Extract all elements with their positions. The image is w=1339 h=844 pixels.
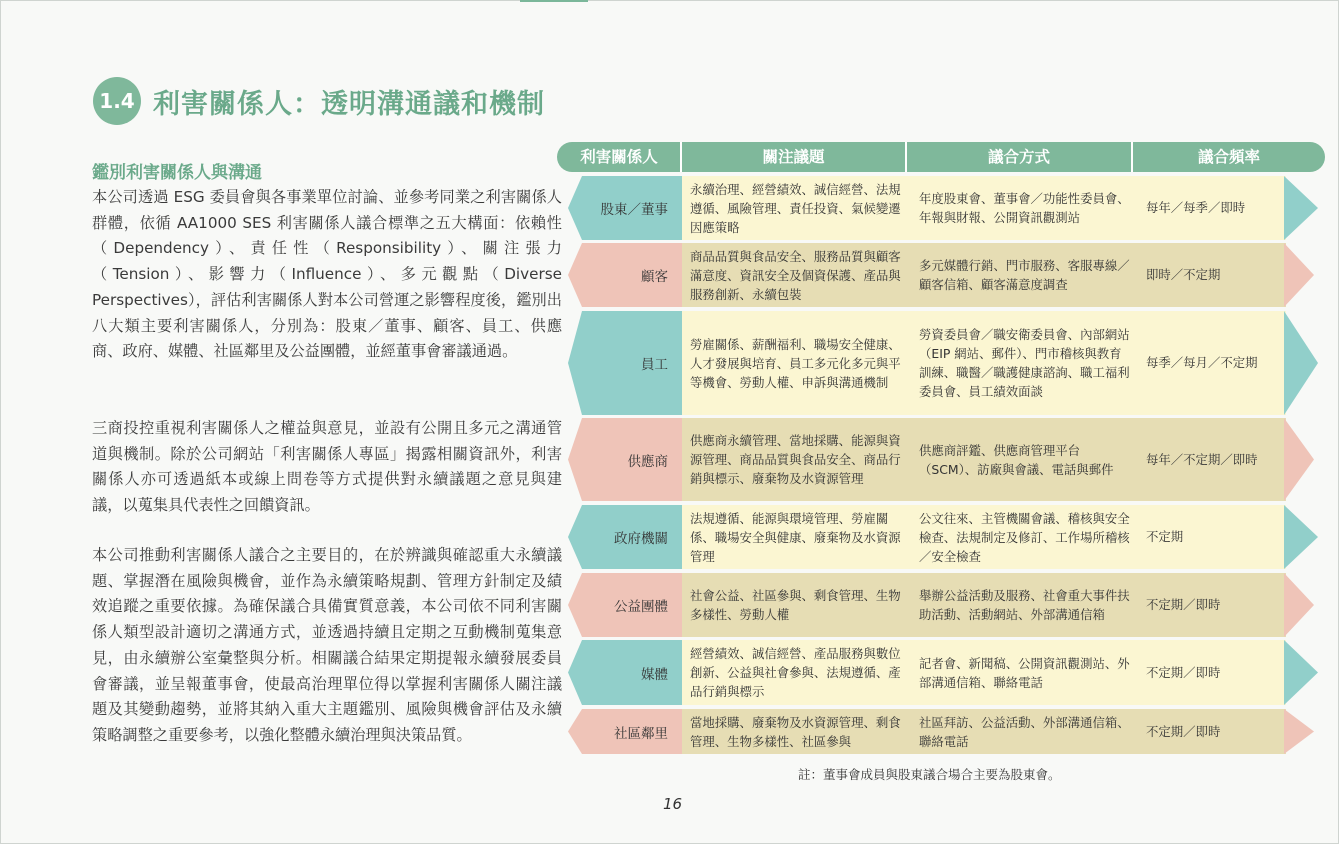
table-row [0, 573, 1339, 637]
arrow-right-icon [1284, 640, 1330, 705]
issues-cell: 勞雇關係、薪酬福利、職場安全健康、人才發展與培育、員工多元化多元與平等機會、勞動人權、申訴與溝通機制 [690, 336, 901, 390]
issues-cell: 供應商永續管理、當地採購、能源與資源管理、商品品質與食品安全、商品行銷與標示、廢棄物及水資源管理 [690, 433, 901, 486]
frequency-cell: 每年／每季／即時 [1146, 200, 1246, 215]
table-row [0, 709, 1339, 754]
issues-cell: 法規遵循、能源與環境管理、勞雇關係、職場安全與健康、廢棄物及水資源管理 [690, 510, 901, 564]
method-cell: 社區拜訪、公益活動、外部溝通信箱、聯絡電話 [919, 714, 1130, 749]
stakeholder-name: 供應商 [627, 453, 668, 470]
frequency-cell: 不定期／即時 [1146, 597, 1221, 612]
header-method: 議合方式 [987, 148, 1050, 166]
paragraph-3: 本公司推動利害關係人議合之主要目的，在於辨識與確認重大永續議題、掌握潛在風險與機會，並作為永續策略規劃、管理方針制定及績效追蹤之重要依據。為確保議合具備實質意義，本公司依不同利害關係人類型設計適切之溝通方式，並透過持續且定期之互動機制蒐集意見，由永續辦公室彙整與分析。相關議合結果定期提報永續發展委員會審議，並呈報董事會，使最高治理單位得以掌握利害關係人關注議題及其變動趨勢，並將其納入重大主題鑑別、風險與機會評估及永續策略調整之重要參考，以強化整體永續治理與決策品質。 [92, 546, 562, 744]
stakeholder-name: 社區鄰里 [614, 725, 668, 742]
method-cell: 勞資委員會／職安衛委員會、內部網站（EIP 網站、郵件）、門市稽核與教育訓練、職醫／職護健康諮詢、職工福利委員會、員工績效面談 [919, 327, 1130, 399]
table-row [0, 418, 1339, 501]
table-header [557, 142, 1325, 172]
stakeholder-label [568, 176, 682, 240]
stakeholder-label [568, 418, 682, 501]
frequency-cell: 不定期／即時 [1146, 664, 1221, 680]
header-frequency: 議合頻率 [1197, 148, 1260, 166]
stakeholder-label [568, 709, 682, 754]
stakeholder-name: 媒體 [641, 666, 668, 683]
method-cell: 多元媒體行銷、門市服務、客服專線／顧客信箱、顧客滿意度調查 [919, 258, 1130, 292]
stakeholder-label [568, 640, 682, 705]
section-number-badge: 1.4 [93, 77, 141, 125]
stakeholder-name: 公益團體 [614, 599, 668, 615]
arrow-right-icon [1284, 573, 1330, 637]
stakeholder-label [568, 311, 682, 415]
issues-cell: 永續治理、經營績效、誠信經營、法規遵循、風險管理、責任投資、氣候變遷因應策略 [690, 181, 901, 235]
arrow-right-icon [1284, 505, 1330, 569]
issues-cell: 社會公益、社區參與、剩食管理、生物多樣性、勞動人權 [690, 588, 901, 622]
arrow-right-icon [1284, 176, 1330, 240]
header-issues: 關注議題 [762, 148, 825, 166]
method-cell: 年度股東會、董事會／功能性委員會、年報與財報、公開資訊觀測站 [919, 191, 1130, 225]
frequency-cell: 每年／不定期／即時 [1146, 451, 1258, 467]
page-number: 16 [663, 795, 683, 813]
stakeholder-label [568, 243, 682, 307]
arrow-right-icon [1284, 709, 1330, 754]
stakeholder-label [568, 573, 682, 637]
issues-cell: 當地採購、廢棄物及水資源管理、剩食管理、生物多樣性、社區參與 [690, 714, 901, 749]
arrow-right-icon [1284, 418, 1330, 501]
table-row [0, 311, 1339, 415]
top-accent-line [520, 0, 588, 2]
paragraph-1: 本公司透過 ESG 委員會與各事業單位討論、並參考同業之利害關係人群體，依循 AA1000 SES 利害關係人議合標準之五大構面：依賴性（Dependency）、責任性（Responsibility）、關注張力（Tension）、影響力（Influence）、多元觀點（Diverse Perspectives），評估利害關係人對本公司營運之影響程度後，鑑別出八大類主要利害關係人，分別為：股東／董事、顧客、員工、供應商、政府、媒體、社區鄰里及公益團體，並經董事會審議通過。 [92, 188, 562, 361]
table-row [0, 640, 1339, 705]
table-row [0, 505, 1339, 569]
arrow-right-icon [1284, 311, 1330, 415]
issues-cell: 經營績效、誠信經營、產品服務與數位創新、公益與社會參與、法規遵循、產品行銷與標示 [690, 646, 901, 699]
frequency-cell: 即時／不定期 [1146, 267, 1221, 282]
method-cell: 舉辦公益活動及服務、社會重大事件扶助活動、活動網站、外部溝通信箱 [919, 588, 1130, 622]
method-cell: 供應商評鑑、供應商管理平台（SCM）、訪廠與會議、電話與郵件 [919, 442, 1114, 477]
frequency-cell: 不定期 [1146, 529, 1184, 544]
paragraph-2: 三商投控重視利害關係人之權益與意見，並設有公開且多元之溝通管道與機制。除於公司網站「利害關係人專區」揭露相關資訊外，利害關係人亦可透過紙本或線上問卷等方式提供對永續議題之意見與建議，以蒐集具代表性之回饋資訊。 [92, 419, 562, 515]
issues-cell: 商品品質與食品安全、服務品質與顧客滿意度、資訊安全及個資保護、產品與服務創新、永續包裝 [690, 248, 901, 302]
method-cell: 公文往來、主管機關會議、稽核與安全檢查、法規制定及修訂、工作場所稽核／安全檢查 [919, 510, 1130, 564]
frequency-cell: 每季／每月／不定期 [1146, 355, 1258, 370]
arrow-right-icon [1284, 243, 1330, 307]
method-cell: 記者會、新聞稿、公開資訊觀測站、外部溝通信箱、聯絡電話 [919, 655, 1130, 690]
table-row [0, 243, 1339, 307]
section-title: 利害關係人：透明溝通議和機制 [153, 89, 545, 120]
header-stakeholder: 利害關係人 [580, 148, 658, 166]
stakeholder-name: 政府機關 [614, 531, 668, 547]
stakeholder-label [568, 505, 682, 569]
stakeholder-name: 顧客 [641, 269, 668, 285]
sub-heading: 鑑別利害關係人與溝通 [92, 163, 262, 183]
table-row [0, 176, 1339, 240]
frequency-cell: 不定期／即時 [1146, 723, 1221, 739]
stakeholder-name: 員工 [641, 357, 668, 373]
table-note: 註：董事會成員與股東議合場合主要為股東會。 [798, 767, 1061, 782]
stakeholder-name: 股東／董事 [600, 202, 668, 218]
